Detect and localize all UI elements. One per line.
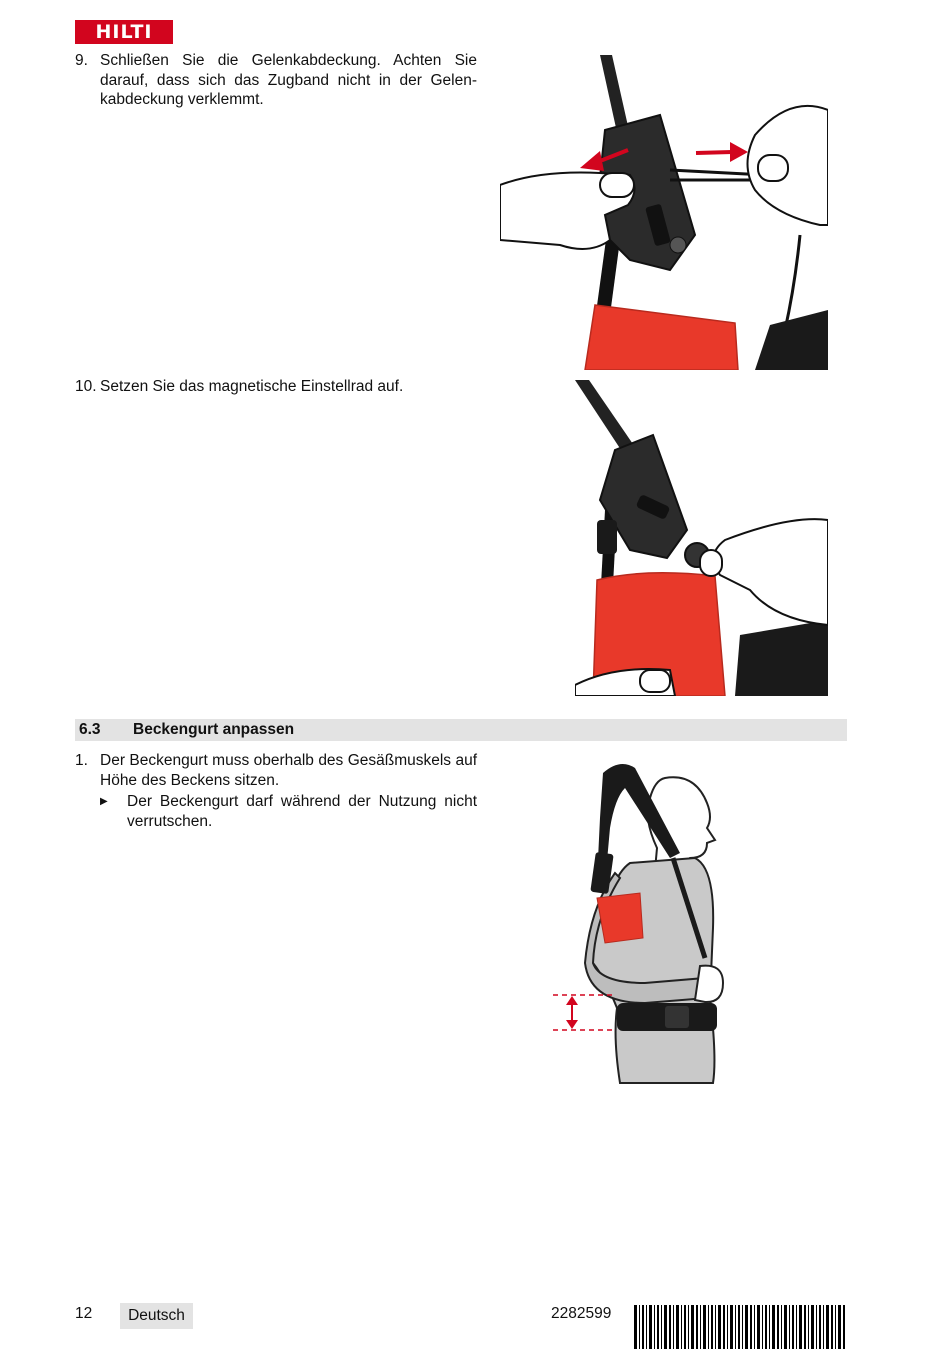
step-result	[100, 792, 477, 831]
step-text: Schließen Sie die Gelenkabdeckung. Achten Sie darauf, dass sich das Zugband nicht in der Gelenkabdeckung verklemmt.	[100, 52, 477, 108]
step-text: Setzen Sie das magnetische Einstellrad auf.	[100, 378, 404, 395]
step-10	[75, 377, 477, 397]
step-9	[75, 51, 477, 110]
page-number: 12	[75, 1305, 93, 1322]
document-number: 2282599	[551, 1305, 612, 1322]
adjustment-wheel-illustration	[575, 380, 828, 696]
step-number: 1.	[75, 752, 88, 769]
step-number: 10.	[75, 378, 97, 395]
result-text: Der Beckengurt darf während der Nutzung nicht verrutschen.	[127, 793, 477, 830]
step-1	[75, 751, 477, 831]
section-number: 6.3	[79, 721, 101, 738]
step-text: Der Beckengurt muss oberhalb des Gesäßmuskels auf Höhe des Beckens sitzen.	[100, 752, 477, 789]
section-title: Beckengurt anpassen	[133, 721, 295, 738]
hilti-logo: HILTI	[75, 20, 173, 44]
barcode	[633, 1305, 846, 1349]
language-label: Deutsch	[120, 1303, 193, 1329]
joint-cover-illustration	[500, 55, 828, 370]
result-arrow-icon: ▶	[100, 796, 108, 807]
section-heading	[75, 719, 847, 741]
step-number: 9.	[75, 52, 88, 69]
hip-belt-illustration	[545, 758, 730, 1084]
